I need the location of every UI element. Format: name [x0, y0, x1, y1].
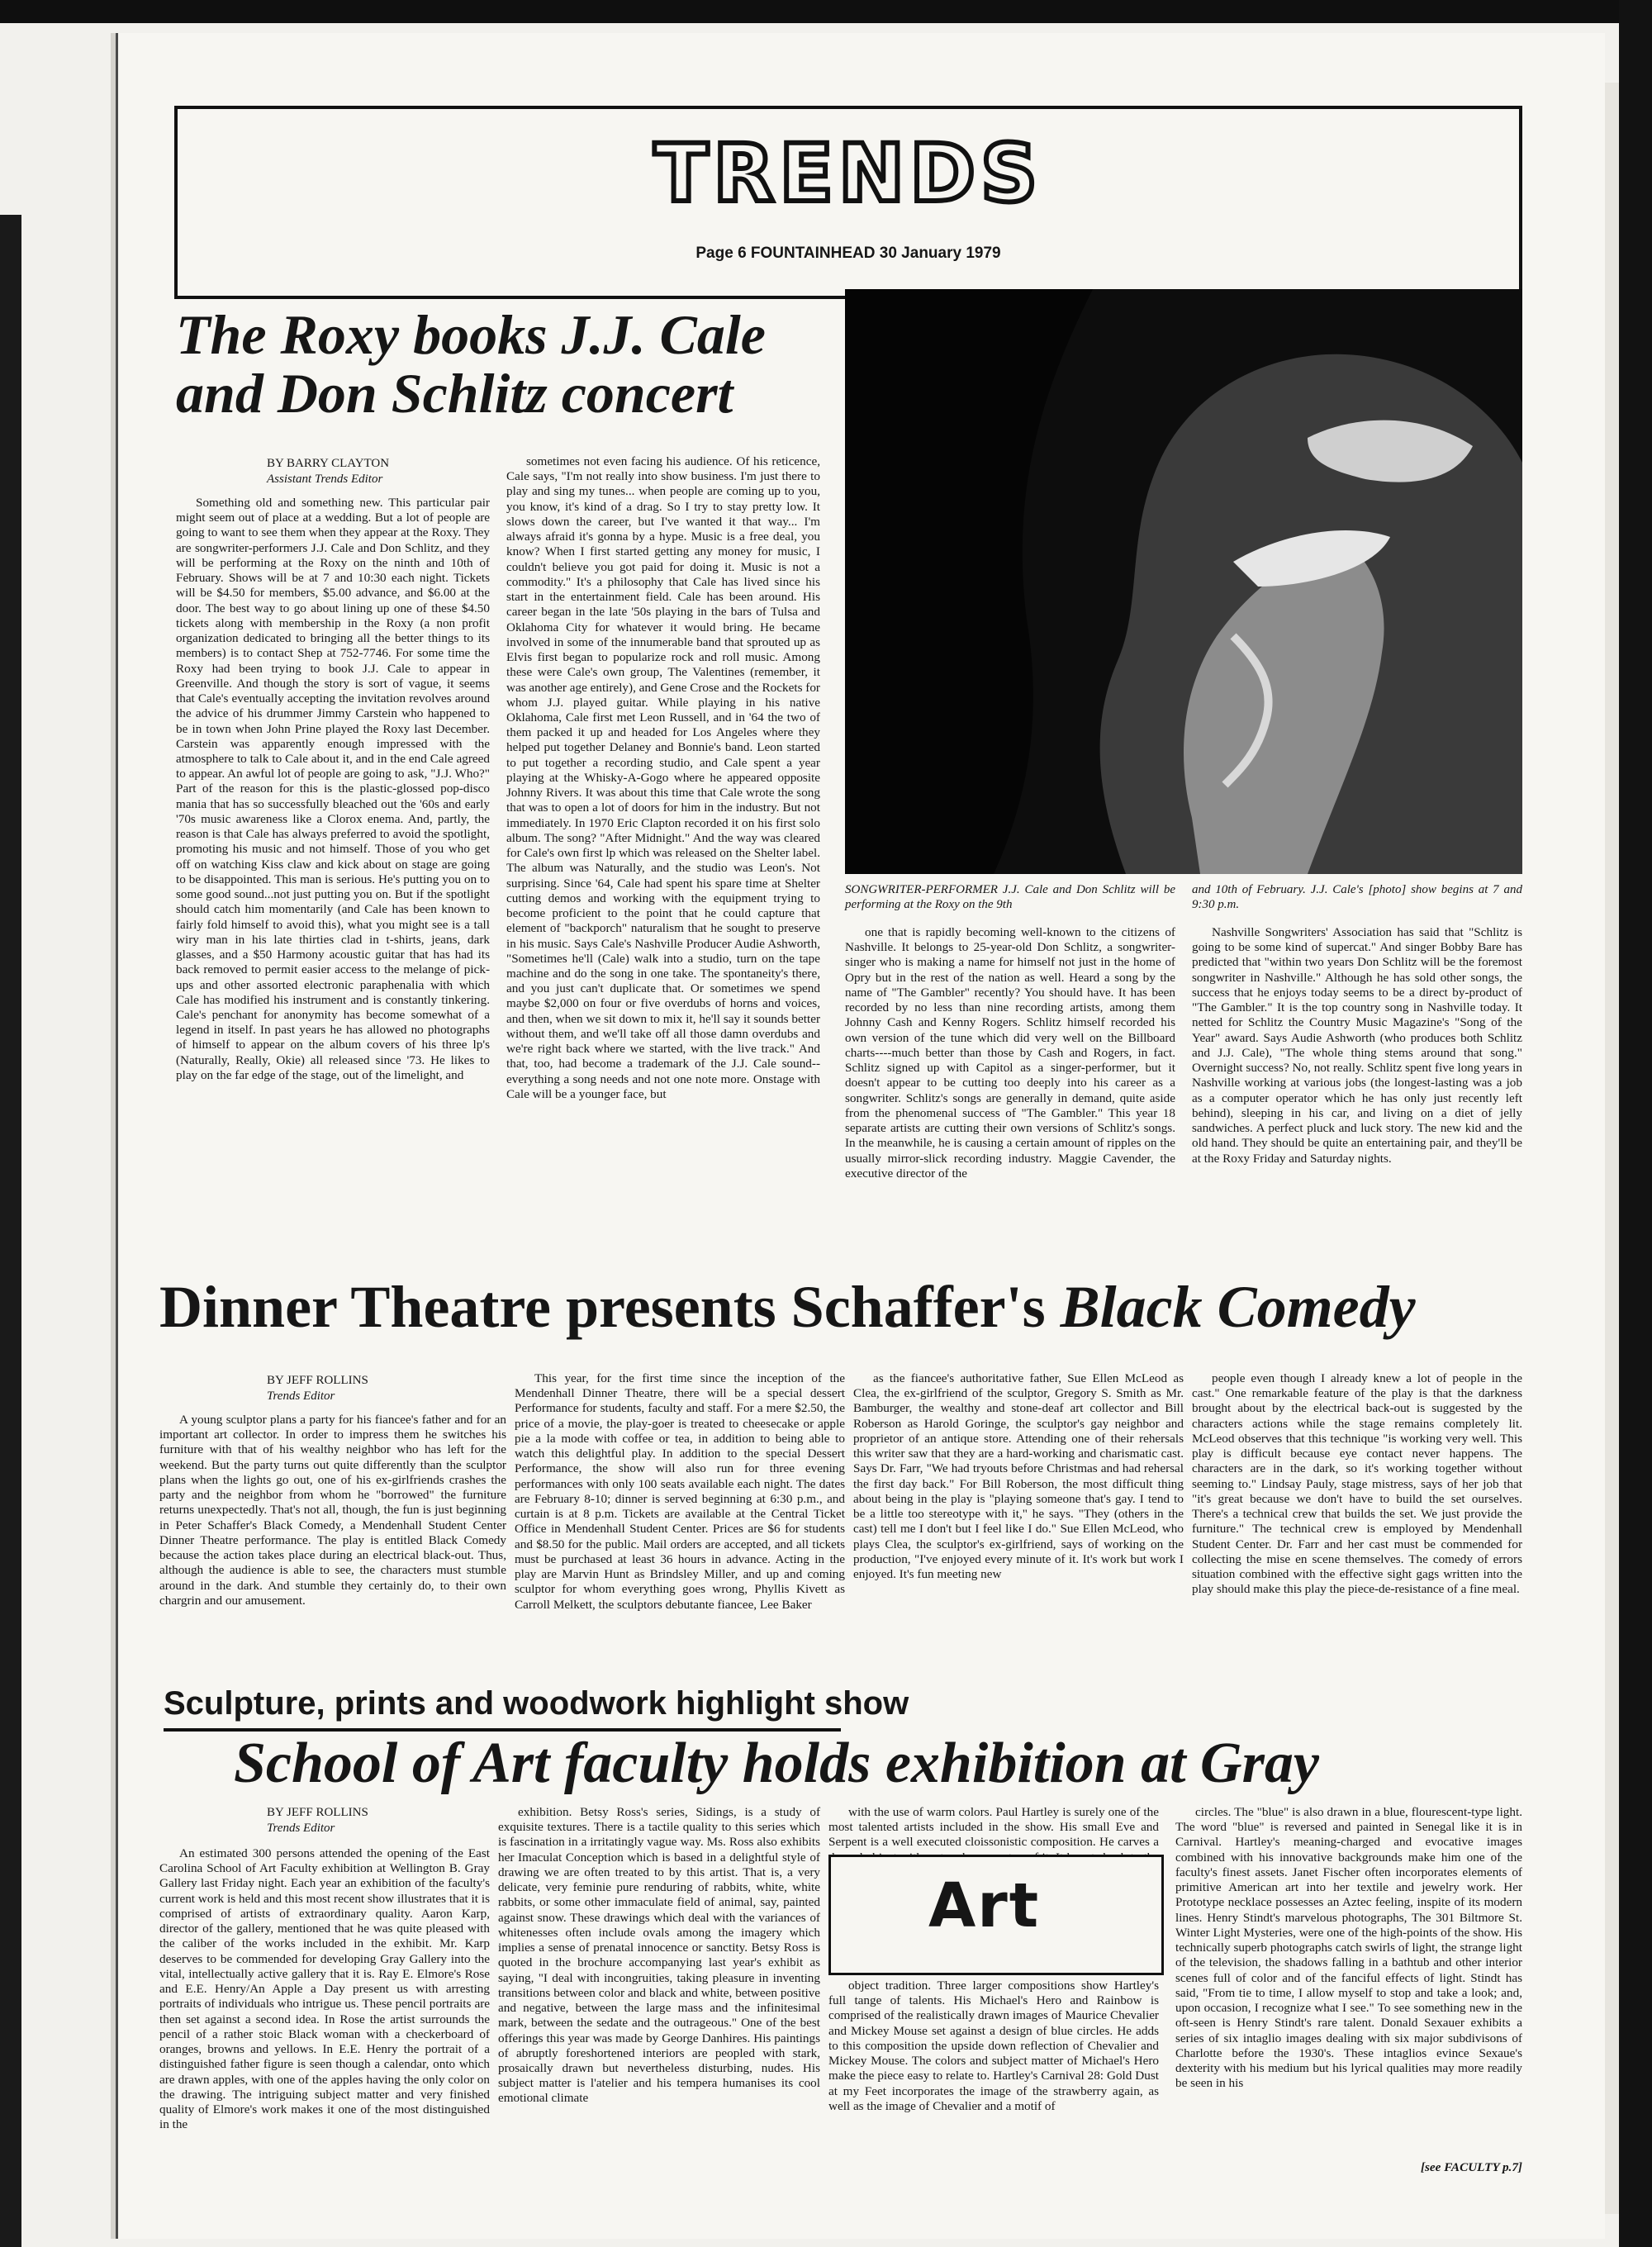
- story1-column-4: Nashville Songwriters' Association has said that "Schlitz is going to be some kind of supercat." And singer Bobby Bare has predicted that "within two years Don Schlitz will be the foremost songwriter in Nashville." Although he has sold other songs, the success that he enjoys today seems to be a direct by-product of "The Gambler." It is the top country song in Nashville today. It netted for Schlitz the Country Music Magazine's "Song of the Year" award. Says Audie Ashworth (who produces both Schlitz and J.J. Cale), "The whole thing stems around that song." Overnight success? No, not really. Schlitz spent five long years in Nashville working at various jobs (the longest-lasting was a job as a computer operator which he has only just recently left behind), sleeping in his car, and living on a diet of jelly sandwiches. A perfect pluck and luck story. The new kid and the old hand. They should be quite an entertaining pair, and they'll be at the Roxy Friday and Saturday nights.: [1192, 925, 1522, 1166]
- story3-byline: BY JEFF ROLLINS Trends Editor: [267, 1805, 515, 1836]
- songwriter-photo: [845, 289, 1522, 874]
- story3-column-3-bottom: object tradition. Three larger compositions show Hartley's full tange of talents. His Michael's Hero and Rainbow is comprised of the realistically drawn images of Maurice Chevalier and Mickey Mouse set against a design of blue circles. He adds to this composition the upside down reflection of Chevalier and Mickey Mouse. The colors and subject matter of Michael's Hero make the piece easy to relate to. Hartley's Carnival 28: Gold Dust at my Feet incorporates the image of the strawberry again, as well as the image of Chevalier and a motif of: [828, 1979, 1159, 2113]
- story1-headline-line1: The Roxy books J.J. Cale: [176, 303, 766, 366]
- story3-column-2: exhibition. Betsy Ross's series, Sidings, is a study of exquisite textures. There is a tactile quality to this series which is fascination in a irritatingly vague way. Ms. Ross also exhibits her Imaculat Conception which is based in a delightful style of drawing we are often treated to by this artist. That is, a very delicate, very feminie pure renduring of rabbits, white, white rabbits, or some other immaculate field of animal, say, painted against snow. These drawings which deal with the variances of whitenesses often include ovals among the imagery which implies a sense of prenatal innocence or sanctity. Betsy Ross is quoted in the brochure accompanying last year's exhibit as saying, "I deal with incongruities, taking pleasure in inventing transitions between color and black and white, between positive and negative, between the large mass and the infinitesimal mark, between the sedate and the outrageous." One of the best offerings this year was made by George Danhires. His paintings of abruptly foreshortened interiors are peopled with stark, prosaically drawn but nevertheless disturbing, nudes. His subject matter is l'atelier and his tempera humanises its cool emotional climate: [498, 1805, 820, 2106]
- story1-headline-line2: and Don Schlitz concert: [176, 362, 733, 425]
- story2-headline-title: Black Comedy: [1060, 1274, 1416, 1340]
- story3-headline: School of Art faculty holds exhibition at Gray: [234, 1732, 1319, 1795]
- photo-caption-left: SONGWRITER-PERFORMER J.J. Cale and Don Schlitz will be performing at the Roxy on the 9th: [845, 883, 1175, 911]
- page-folio: Page 6 FOUNTAINHEAD 30 January 1979: [695, 245, 1001, 262]
- story1-byline: BY BARRY CLAYTON Assistant Trends Editor: [267, 456, 515, 487]
- story1-byline-role: Assistant Trends Editor: [267, 472, 383, 486]
- art-section-box: [828, 1855, 1164, 1975]
- story1-column-2: sometimes not even facing his audience. Of his reticence, Cale says, "I'm not really into show business. I'm just there to play and sing my tunes... when people are coming up to you, you know, it's kind of a drag. So I try to stay pretty low. It slows down the career, but I've wanted it that way... I'm always afraid it's gonna by a hype. Music is a free deal, you know? When I first started getting any money for music, I couldn't believe you got paid for doing it. Music is not a commodity." It's a philosophy that Cale has lived since his start in the entertainment field. Cale has been around. His career began in the late '50s playing in the bars of Tulsa and Oklahoma City for whatever it would bring. He became involved in some of the innumerable band that sprouted up as Elvis first began to popularize rock and roll music. Among these were Cale's own group, The Valentines (remember, it was another age entirely), and Gene Crose and the Rockets for whom J.J. played guitar. While playing in his native Oklahoma, Cale first met Leon Russell, and in '64 the two of them packed it up and headed for Los Angeles where they helped put together Delaney and Bonnie's band. Leon started to put together a recording studio, and Cale spent a year playing at the Whisky-A-Gogo where he appeared opposite Johnny Rivers. It was about this time that Cale wrote the song that was to open a lot of doors for him in the industry. But not immediately. In 1970 Eric Clapton recorded it on his first solo album. The song? "After Midnight." And the way was cleared for Cale's own first lp which was released on the Shelter label. The album was Naturally, and the studio was Leon's. Not surprising. Since '64, Cale had spent his spare time at Shelter cutting demos and working with the equipment trying to become proficient to the point that he could capture that element of "backporch" naturalism that he sought to preserve in his music. Says Cale's Nashville Producer Audie Ashworth, "Sometimes he'll (Cale) walk into a studio, turn on the tape machine and do the song in one take. The spontaneity's there, and you just can't duplicate that. Or sometimes we spend maybe $2,000 on four or five overdubs of horns and voices, and then, when we sit down to mix it, he'll say it sounds better without them, and we'll take off all those damn overdubs and we're right back where we started, with the live track." And that, too, had become a trademark of the J.J. Cale sound--everything a song needs and not one note more. Onstage with Cale will be a younger face, but: [506, 454, 820, 1101]
- story2-column-2: This year, for the first time since the inception of the Mendenhall Dinner Theatre, there will be a special dessert Performance for students, faculty and staff. For a mere $2.50, the price of a movie, the play-goer is treated to cheesecake or apple pie a la mode with coffee or tea, in addition to being able to watch this delightful play. In addition to the special Dessert Performance, the show will also run for three evening performances with only 100 seats available each night. The dates are February 8-10; dinner is served beginning at 6:30 p.m., and curtain is at 8 p.m. Tickets are available at the Central Ticket Office in Mendenhall Student Center. Prices are $6 for students and $8.50 for the public. Mail orders are accepted, and all tickets must be purchased at least 36 hours in advance. Acting in the play are Marvin Hunt as Brindsley Miller, and up and coming sculptor for whom everything goes wrong, Phyllis Kivett as Carroll Melkett, the sculptors debutante fiancee, Lee Baker: [515, 1371, 845, 1612]
- story2-column-3: as the fiancee's authoritative father, Sue Ellen McLeod as Clea, the ex-girlfriend of the sculptor, Gregory S. Smith as Mr. Bamburger, the wealthy and stone-deaf art collector and Bill Roberson as Harold Goringe, the sculptor's gay neighbor and proprietor of an antique store. Attending one of their rehersals this writer saw that they are a hard-working and charismatic cast. Says Dr. Farr, "We had tryouts before Christmas and had rehersal the first day back." For Bill Roberson, the most difficult thing about being in the play is "playing someone that's gay. I tend to be a little too stereotype with it," he says. "They (others in the cast) tell me I don't but I feel like I do." Sue Ellen McLeod, who plays Clea, the sculptor's ex-girlfriend, says of working on the production, "I've enjoyed every minute of it. It's work but work I enjoyed. It's fun meeting new: [853, 1371, 1184, 1582]
- scan-border-top: [0, 0, 1652, 23]
- story2-column-4: people even though I already knew a lot of people in the cast." One remarkable feature of the play is that the darkness brought about by the electrical back-out is suggested by the characters actions while the stage remains completely lit. McLeod observes that this technique "is working very well. This play is difficult because eye contact never happens. The characters are in the dark, so it's working together without seeming to." Lindsay Pauly, stage mistress, says of her job that "it's great because we don't have to build the set ourselves. There's a technical crew that builds the set. We just provide the furniture." The technical crew is employed by Mendenhall Student Center. Dr. Farr and her cast must be commended for collecting the mise en scene themselves. The comedy of errors situation combined with the effective sight gags written into the play should make this play the piece-de-resistance of a fine meal.: [1192, 1371, 1522, 1597]
- story3-kicker: Sculpture, prints and woodwork highlight show: [164, 1685, 909, 1722]
- continued-jump-line: [see FACULTY p.7]: [1420, 2160, 1522, 2174]
- story2-byline-role: Trends Editor: [267, 1389, 335, 1403]
- story2-headline: Dinner Theatre presents Schaffer's Black Comedy: [159, 1274, 1416, 1340]
- story2-byline: BY JEFF ROLLINS Trends Editor: [267, 1373, 515, 1404]
- story3-byline-role: Trends Editor: [267, 1821, 335, 1835]
- art-section-label: Art: [928, 1870, 1041, 1941]
- story2-column-1: A young sculptor plans a party for his fiancee's father and for an important art collector. In order to impress them he switches his furniture with that of his wealthy neighbor who has left for the weekend. But the party turns out quite differently than the sculptor plans when the lights go out, one of his ex-girlfriends crashes the party and the neighbor from whom he "borrowed" the furniture returns unexpectedly. That's not all, though, the fun is just beginning in Peter Schaffer's Black Comedy, a Mendenhall Student Center Dinner Theatre performance. The play is entitled Black Comedy because the action takes place during an electrical black-out. Thus, although the audience is able to see, the characters must stumble around in the dark. And stumble they certainly do, to their own chargrin and our amusement.: [159, 1413, 506, 1608]
- newspaper-page: [116, 33, 1605, 2239]
- story3-column-1: An estimated 300 persons attended the opening of the East Carolina School of Art Faculty exhibition at Wellington B. Gray Gallery last Friday night. Each year an exhibition of the faculty's current work is held and this most recent show illustrates that it is comprised of artists of extraordinary quality. Aaron Karp, director of the gallery, mentioned that he was quite pleased with the caliber of the works included in the exhibit. Mr. Karp deserves to be commended for developing Gray Gallery into the vital, intellectually active gallery that it is. Ray E. Elmore's Rose and E.E. Henry/An Apple a Day present us with arresting portraits of individuals who intrigue us. These pencil portraits are then set against a second idea. In Rose the artist surrounds the pencil of a rather stoic Black woman with a checkerboard of oranges, browns and yellows. In E.E. Henry the portrait of a distinguished father figure is seen though a calendar, onto which are drawn apples, with one of the apples having the only color on the drawing. The intriguing subject matter and very finished quality of Elmore's work makes it one of the most distinguished in the: [159, 1846, 490, 2132]
- story1-headline: [176, 303, 837, 425]
- scan-border-left: [0, 215, 21, 2247]
- story3-column-3-top: with the use of warm colors. Paul Hartley is surely one of the most talented artists included in the show. His small Eve and Serpent is a well executed cloissonistic composition. He carves a: [828, 1805, 1159, 1850]
- scan-border-right: [1619, 0, 1652, 2247]
- portrait-image: [845, 289, 1522, 874]
- section-masthead: [174, 106, 1522, 299]
- story3-column-4: circles. The "blue" is also drawn in a blue, flourescent-type light. The word "blue" is reversed and painted in Senegal like it is in Carnival. Hartley's meaning-charged and evocative images combined with his innovative backgrounds make him one of the faculty's finest assets. Janet Fischer often incorporates elements of primitive American art into her textile and jewelry work. Her Prototype necklace possesses an Aztec feeling, inspite of its modern lines. Henry Stindt's marvelous photographs, The 301 Biltmore St. Winter Light Mysteries, were one of the high-points of the show. His technically superb photographs catch swirls of light, the strange light of the television, the shadows falling in a bathtub and other interior scenes full of color and of the fanciful effects of light. Stindt has said, "From tie to time, I allow myself to stop and take a look; and, upon occasion, I recognize what I see." To see something new in the oft-seen is Henry Stindt's rare talent. Donald Sexauer exhibits a series of six intaglio images dealing with six major subdivisons of Charlotte before the 1930's. These intaglios evince Sexaue's dexterity with his medium but his lyrical qualities may more readily be seen in his: [1175, 1805, 1522, 2091]
- story1-column-1: Something old and something new. This particular pair might seem out of place at a wedding. But a lot of people are going to want to see them when they appear at the Roxy. They are songwriter-performers J.J. Cale and Don Schlitz, and they will be performing at the Roxy on the ninth and 10th of February. Shows will be at 7 and 10:30 each night. Tickets will be $4.50 for members, $5.00 advance, and $6.00 at the door. The best way to go about lining up one of these $4.50 tickets along with membership in the Roxy (a non profit organization dedicated to bringing all the better things to its members) is to contact Shep at 752-7746. For some time the Roxy had been trying to book J.J. Cale to appear in Greenville. And though the story is sort of vague, it seems that Cale's eventually accepting the invitation revolves around the advice of his drummer Jimmy Carstein who happened to be in town when John Prine played the Roxy last December. Carstein was apparently enough impressed with the atmosphere to talk to Cale about it, and in the end Cale agreed to appear. An awful lot of people are going to ask, "J.J. Who?" Part of the reason for this is the plastic-glossed pop-disco mania that has so successfully bleached out the '60s and early '70s music awareness like a Clorox enema. And, partly, the reason is that Cale has always preferred to avoid the spotlight, promoting his music and not himself. Those of you who get off on watching Kiss claw and kick about on stage are going to be disappointed. This man is serious. He's putting you on to some good sound...not just putting you on. But if the spotlight should catch him momentarily (and Cale has been known to fairly fold himself to avoid this), what you might see is a tall wiry man in his late thirties clad in t-shirts, jeans, dark glasses, and a $50 Harmony acoustic guitar that has had its back removed to permit easier access to the melange of pick-ups and other assorted electronic paraphenalia with which Cale has modified his instrument and is constantly tinkering. Cale's penchant for anonymity has become somewhat of a legend in itself. In past years he has allowed no photographs of himself to appear on the album covers of his three lp's (Naturally, Really, Okie) all released since '73. He likes to play on the far edge of the stage, out of the limelight, and: [176, 496, 490, 1082]
- section-title: TRENDS: [653, 127, 1043, 220]
- story1-column-3: one that is rapidly becoming well-known to the citizens of Nashville. It belongs to 25-year-old Don Schlitz, a songwriter-singer who is making a name for himself not just in the home of Opry but in the rest of the nation as well. Heard a song by the name of "The Gambler" recently? You should have. It has been recorded by no less than nine recording artists, among them Johnny Cash and Kenny Rogers. Schlitz himself recorded his own version of the tune which did very well on the Billboard charts----much better than those by Cash and Rogers, in fact. Schlitz signed up with Capitol as a singer-performer, but it doesn't appear to be cutting too deeply into his career as a songwriter. Schlitz's songs are generally in demand, quite aside from the phenomenal success of "The Gambler." This year 18 separate artists are cutting their own versions of Schlitz's songs. In the meanwhile, he is causing a certain amount of ripples on the usually mirror-slick recording industry. Maggie Cavender, the executive director of the: [845, 925, 1175, 1181]
- photo-caption-right: and 10th of February. J.J. Cale's [photo] show begins at 7 and 9:30 p.m.: [1192, 883, 1522, 911]
